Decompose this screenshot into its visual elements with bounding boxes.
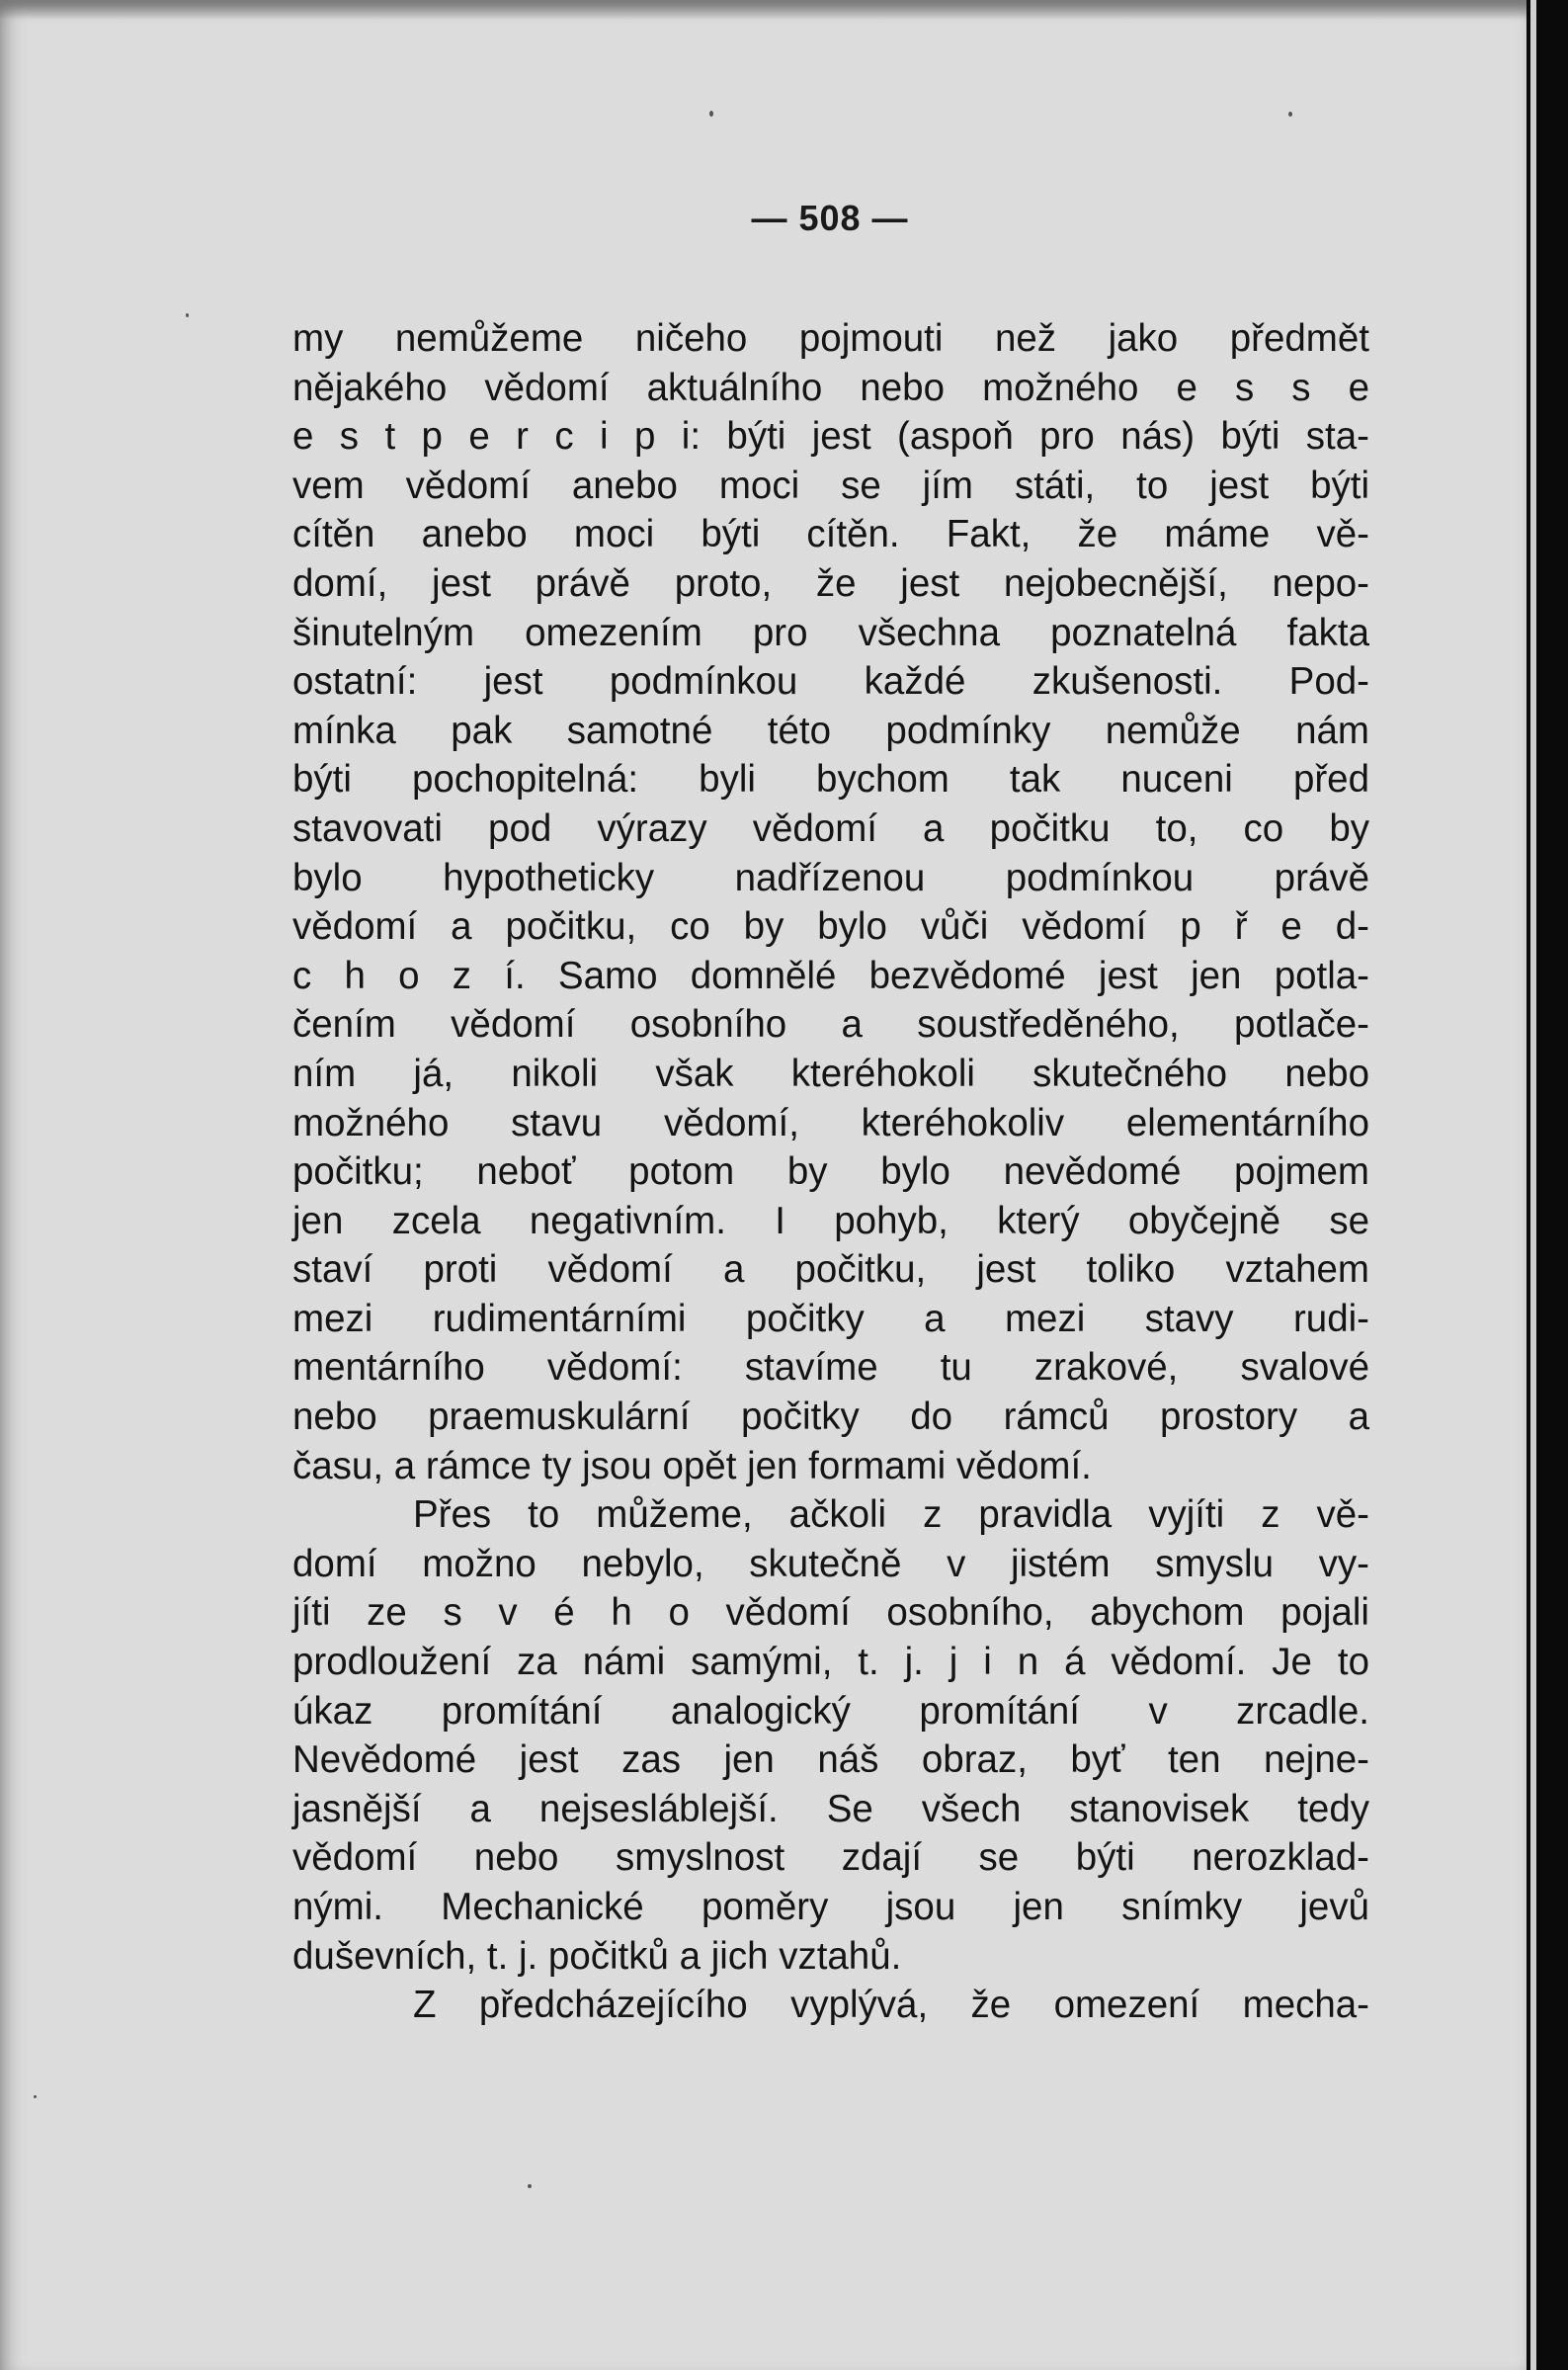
text-line: nebo praemuskulární počitky do rámců prostory a — [292, 1396, 1369, 1439]
text-line: cítěn anebo moci býti cítěn. Fakt, že máme vě- — [292, 513, 1369, 556]
text-line: nými. Mechanické poměry jsou jen snímky jevů — [292, 1886, 1369, 1928]
text-line: nějakého vědomí aktuálního nebo možného e s s e — [292, 366, 1369, 409]
text-line: možného stavu vědomí, kteréhokoliv elementárního — [292, 1101, 1369, 1144]
paper-speck — [709, 111, 713, 117]
text-line: domí, jest právě proto, že jest nejobecnější, nepo- — [292, 561, 1369, 605]
text-line: mentárního vědomí: stavíme tu zrakové, svalové — [292, 1346, 1369, 1390]
text-line: Nevědomé jest zas jen náš obraz, byť ten nejne- — [292, 1738, 1369, 1782]
text-line: Přes to můžeme, ačkoli z pravidla vyjíti z vě- — [413, 1493, 1369, 1537]
scan-edge-strip — [1530, 0, 1536, 2370]
text-line: domí možno nebylo, skutečně v jistém smyslu vy- — [292, 1542, 1369, 1585]
text-line: času, a rámce ty jsou opět jen formami vědomí. — [292, 1444, 1092, 1487]
text-line: jen zcela negativním. I pohyb, který obyčejně se — [292, 1199, 1369, 1242]
text-line: stavovati pod výrazy vědomí a počitku to, co by — [292, 806, 1369, 850]
body-text — [292, 314, 1369, 2030]
paper-speck — [1288, 112, 1292, 117]
text-line: jíti ze s v é h o vědomí osobního, abychom pojali — [292, 1591, 1369, 1635]
text-line: ním já, nikoli však kteréhokoli skutečného nebo — [292, 1052, 1369, 1095]
text-line: mínka pak samotné této podmínky nemůže nám — [292, 709, 1369, 752]
paper-speck — [528, 2184, 532, 2188]
text-line: počitku; neboť potom by bylo nevědomé pojmem — [292, 1150, 1369, 1194]
text-line: vědomí a počitku, co by bylo vůči vědomí p ř e d- — [292, 905, 1369, 949]
text-line: býti pochopitelná: byli bychom tak nuceni před — [292, 758, 1369, 802]
text-line: prodloužení za námi samými, t. j. j i n á vědomí. Je to — [292, 1641, 1369, 1684]
paper-speck — [186, 313, 189, 317]
text-line: c h o z í. Samo domnělé bezvědomé jest jen potla- — [292, 954, 1369, 997]
page-top-shadow — [0, 0, 1527, 20]
text-line: ostatní: jest podmínkou každé zkušenosti. Pod- — [292, 660, 1369, 704]
scan-right-border — [1527, 0, 1568, 2370]
text-line: čením vědomí osobního a soustředěného, potlače- — [292, 1003, 1369, 1047]
text-line: vědomí nebo smyslnost zdají se býti nerozklad- — [292, 1836, 1369, 1880]
text-line: šinutelným omezením pro všechna poznatelná fakta — [292, 611, 1369, 654]
text-line: bylo hypotheticky nadřízenou podmínkou právě — [292, 856, 1369, 899]
text-line: duševních, t. j. počitků a jich vztahů. — [292, 1934, 902, 1978]
text-line: my nemůžeme ničeho pojmouti než jako předmět — [292, 317, 1369, 360]
text-line: Z předcházejícího vyplývá, že omezení mecha- — [413, 1984, 1369, 2027]
text-line: e s t p e r c i p i: býti jest (aspoň pro nás) býti sta- — [292, 415, 1369, 459]
paper-speck — [34, 2095, 37, 2098]
text-line: staví proti vědomí a počitku, jest toliko vztahem — [292, 1248, 1369, 1292]
page-number: — 508 — — [751, 198, 909, 238]
text-line: mezi rudimentárními počitky a mezi stavy rudi- — [292, 1297, 1369, 1340]
text-line: jasnější a nejsesláblejší. Se všech stanovisek tedy — [292, 1787, 1369, 1830]
text-line: vem vědomí anebo moci se jím státi, to jest býti — [292, 464, 1369, 507]
text-line: úkaz promítání analogický promítání v zrcadle. — [292, 1689, 1369, 1733]
